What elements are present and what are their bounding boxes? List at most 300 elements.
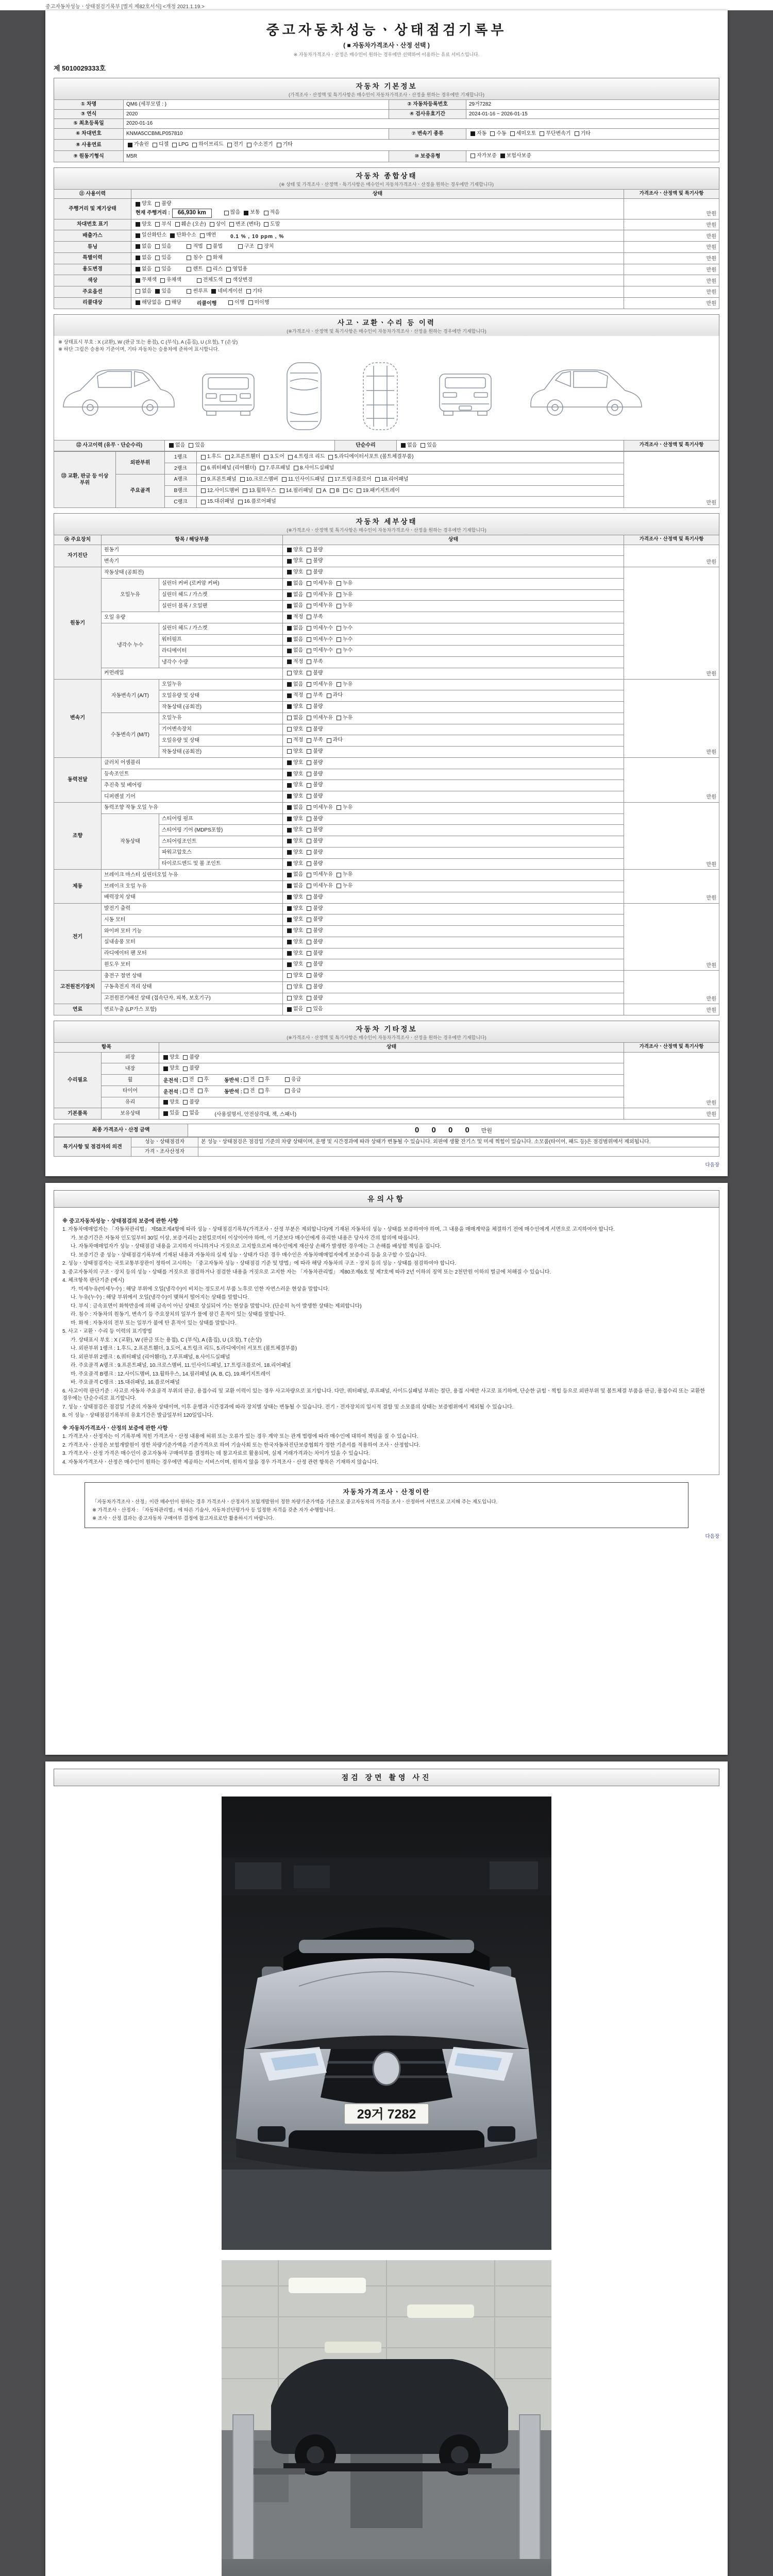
checkbox-label: 네비게이션 [217, 289, 243, 295]
checkbox-box [287, 716, 292, 720]
checkbox-부족[interactable] [307, 658, 323, 666]
state-options [283, 657, 624, 668]
checkbox-label: 미세누유 [313, 804, 333, 810]
checkbox-부족[interactable] [307, 614, 323, 621]
checkbox-label: 6.쿼터패널 (리어휀더) [207, 465, 257, 471]
usage-change-cell [131, 264, 624, 275]
checkbox-있음[interactable] [163, 1110, 179, 1117]
checkbox-LPG[interactable] [172, 141, 189, 148]
checkbox-양호[interactable] [287, 838, 303, 845]
main-frame-label: 주요골격 [116, 474, 165, 507]
checkbox-미세누유[interactable] [307, 715, 333, 722]
checkbox-구조[interactable] [238, 243, 254, 250]
checkbox-없음[interactable] [287, 602, 303, 609]
subgroup-coolant-leak: 냉각수 누수 [102, 623, 159, 668]
car-panel-diagram [54, 354, 693, 437]
checkbox-3.도어[interactable] [264, 453, 284, 461]
checkbox-부식[interactable] [155, 221, 171, 228]
checkbox-양호[interactable] [287, 826, 303, 834]
checkbox-box [240, 477, 245, 482]
checkbox-없음[interactable] [136, 243, 152, 250]
checkbox-미세누유[interactable] [307, 591, 333, 599]
text-line: 나. 자동차매매업자가 성능ㆍ상태점검 내용을 고지하지 아니하거나 거짓으로 고지함으로써 매수인에게 재산상 손해가 발생한 경우에는 그 손해를 배상할 책임을 집니다. [71, 1244, 442, 1250]
checkbox-불량[interactable] [307, 569, 323, 576]
checkbox-양호[interactable] [163, 1065, 179, 1072]
checkbox-불량[interactable] [307, 961, 323, 968]
checkbox-양호[interactable] [287, 726, 303, 733]
checkbox-불량[interactable] [307, 793, 323, 800]
checkbox-전[interactable] [244, 1088, 255, 1095]
checkbox-불량[interactable] [307, 759, 323, 767]
checkbox-양호[interactable] [287, 547, 303, 554]
checkbox-미세누유[interactable] [307, 580, 333, 587]
checkbox-해당없음[interactable] [136, 299, 162, 307]
state-options [283, 881, 624, 892]
text-line: 4. 체크항목 판단기준 (예시) [62, 1278, 124, 1284]
checkbox-box [307, 783, 311, 788]
simple-repair-options [397, 440, 624, 451]
model-year-value: 2020 [124, 109, 389, 119]
checkbox-미세누수[interactable] [307, 636, 333, 643]
inspector-comment: 본 성능ㆍ상태점검은 점검일 기준의 차량 상태이며, 운행 및 시간경과에 따라 상태가 변동될 수 있습니다. 외판에 생활 잔기스 및 미세 찍힘이 있습니다. 소모품(타이어, 패드 등)은 점검범위에서 제외됩니다. [198, 1138, 719, 1147]
checkbox-양호[interactable] [287, 849, 303, 856]
checkbox-누유[interactable] [337, 715, 352, 722]
checkbox-유채색[interactable] [160, 277, 181, 284]
checkbox-양호[interactable] [287, 894, 303, 901]
checkbox-없음[interactable] [287, 636, 303, 643]
checkbox-양호[interactable] [287, 816, 303, 823]
checkbox-없음[interactable] [287, 715, 303, 722]
checkbox-양호[interactable] [287, 927, 303, 935]
checkbox-10.크로스멤버[interactable] [240, 476, 278, 483]
checkbox-양호[interactable] [287, 939, 303, 946]
checkbox-B[interactable] [330, 487, 340, 495]
next-page-link[interactable]: 다음장 [705, 1533, 719, 1539]
reg-no-label: ② 자동차등록번호 [389, 100, 466, 110]
photo-license-plate: 29거 7282 [357, 2107, 416, 2122]
checkbox-미세누수[interactable] [307, 647, 333, 654]
checkbox-변조 (변타)[interactable] [229, 221, 260, 228]
price-cell: 만원 [624, 275, 719, 286]
rankC-label: C랭크 [165, 497, 197, 508]
checkbox-불량[interactable] [307, 950, 323, 957]
checkbox-C[interactable] [343, 487, 353, 495]
item-label: 배력장치 상태 [102, 892, 283, 903]
device-header: ⑭ 주요장치 [54, 535, 102, 545]
checkbox-label: 있음 [195, 442, 205, 448]
checkbox-불량[interactable] [307, 748, 323, 755]
checkbox-후[interactable] [259, 1076, 270, 1083]
checkbox-5.라디에이터서포트 (볼트체결부품)[interactable] [328, 453, 413, 461]
checkbox-없음[interactable] [287, 591, 303, 599]
state-options [283, 747, 624, 758]
section-note: (※가격조사ㆍ산정액 및 특기사항은 매수인이 자동차가격조사ㆍ산정을 원하는 경우에만 기재합니다) [287, 328, 486, 334]
section-accident-header [54, 314, 719, 336]
checkbox-적음[interactable] [264, 209, 280, 216]
state-options [283, 567, 624, 579]
checkbox-없음[interactable] [287, 647, 303, 654]
checkbox-무채색[interactable] [136, 277, 157, 284]
checkbox-누유[interactable] [337, 871, 352, 878]
item-label: 와이퍼 모터 기능 [102, 926, 283, 937]
checkbox-양호[interactable] [287, 995, 303, 1002]
checkbox-디젤[interactable] [153, 141, 169, 148]
checkbox-적정[interactable] [287, 737, 303, 744]
checkbox-9.프론트패널[interactable] [201, 476, 237, 483]
checkbox-과다[interactable] [327, 737, 343, 744]
checkbox-없음[interactable] [287, 804, 303, 811]
checkbox-많음[interactable] [224, 209, 240, 216]
checkbox-6.쿼터패널 (리어휀더)[interactable] [201, 465, 256, 472]
checkbox-불량[interactable] [307, 816, 323, 823]
checkbox-box [287, 906, 292, 911]
checkbox-전[interactable] [183, 1076, 194, 1083]
checkbox-도말[interactable] [264, 221, 280, 228]
checkbox-적정[interactable] [287, 658, 303, 666]
checkbox-없음[interactable] [401, 442, 417, 449]
checkbox-불량[interactable] [307, 972, 323, 979]
checkbox-누유[interactable] [337, 883, 352, 890]
checkbox-훼손 (오손)[interactable] [175, 221, 206, 228]
checkbox-box [287, 1007, 292, 1012]
checkbox-label: 불량 [313, 939, 323, 945]
checkbox-불량[interactable] [307, 547, 323, 554]
checkbox-미세누수[interactable] [307, 625, 333, 632]
checkbox-전기[interactable] [227, 141, 243, 148]
checkbox-불량[interactable] [307, 782, 323, 789]
checkbox-불량[interactable] [307, 939, 323, 946]
checkbox-양호[interactable] [287, 782, 303, 789]
checkbox-침수[interactable] [187, 255, 203, 262]
checkbox-상이[interactable] [210, 221, 226, 228]
opinion-label: 특기사항 및 점검자의 의견 [54, 1138, 131, 1157]
checkbox-있음[interactable] [155, 255, 171, 262]
checkbox-불량[interactable] [307, 670, 323, 677]
checkbox-매연[interactable] [200, 232, 216, 239]
checkbox-14.필러패널[interactable] [280, 487, 313, 495]
car-name-label: ① 차명 [54, 100, 124, 110]
checkbox-양호[interactable] [287, 860, 303, 868]
checkbox-불량[interactable] [307, 860, 323, 868]
checkbox-양호[interactable] [287, 905, 303, 912]
checkbox-양호[interactable] [287, 984, 303, 991]
checkbox-있음[interactable] [421, 442, 436, 449]
item-label: 오일누유 [159, 713, 283, 724]
checkbox-label: 미세누유 [313, 681, 333, 687]
checkbox-영업용[interactable] [226, 266, 247, 273]
checkbox-가솔린[interactable] [128, 141, 149, 148]
checkbox-불량[interactable] [307, 927, 323, 935]
checkbox-후[interactable] [198, 1088, 209, 1095]
checkbox-불량[interactable] [307, 905, 323, 912]
checkbox-label: 훼손 (오손) [181, 221, 206, 227]
checkbox-누유[interactable] [337, 591, 352, 599]
state-options [283, 668, 624, 679]
checkbox-응급[interactable] [285, 1088, 301, 1095]
text-line: 1. 가격조사ㆍ산정자는 이 기록부에 적힌 가격조사ㆍ산정 내용에 허위 또는 오류가 있는 경우 계약 또는 관계 법령에 따라 매수인에 대하여 책임을 질 수 있습니다. [62, 1434, 418, 1440]
checkbox-보험사보증[interactable] [500, 152, 531, 160]
checkbox-세미오토[interactable] [510, 130, 536, 138]
checkbox-없음[interactable] [287, 1006, 303, 1013]
checkbox-양호[interactable] [287, 670, 303, 677]
checkbox-box [287, 985, 292, 989]
checkbox-화재[interactable] [207, 255, 223, 262]
checkbox-box [287, 637, 292, 642]
accident-history-options [165, 440, 335, 451]
photo-section-title: 점검 장면 촬영 사진 [54, 1769, 719, 1786]
checkbox-label: 양호 [293, 950, 304, 956]
checkbox-불법[interactable] [207, 243, 223, 250]
checkbox-무단변속기[interactable] [540, 130, 570, 138]
checkbox-없음[interactable] [136, 255, 152, 262]
checkbox-있음[interactable] [155, 243, 171, 250]
checkbox-적정[interactable] [287, 614, 303, 621]
price-cell: 만원 [624, 297, 719, 309]
checkbox-미이행[interactable] [248, 299, 270, 307]
checkbox-불량[interactable] [183, 1054, 199, 1061]
checkbox-label: 불량 [313, 771, 323, 777]
reg-no-value: 29거7282 [466, 100, 719, 110]
checkbox-A[interactable] [316, 487, 326, 495]
checkbox-양호[interactable] [136, 200, 152, 208]
checkbox-양호[interactable] [287, 557, 303, 565]
checkbox-양호[interactable] [287, 771, 303, 778]
item-label: 윈도우 모터 [102, 959, 283, 971]
checkbox-미세누유[interactable] [307, 804, 333, 811]
checkbox-16.플로어패널[interactable] [238, 498, 276, 505]
checkbox-box [287, 940, 292, 944]
checkbox-썬루프[interactable] [187, 288, 208, 295]
checkbox-불량[interactable] [183, 1065, 199, 1072]
checkbox-없음[interactable] [287, 883, 303, 890]
checkbox-기타[interactable] [246, 288, 262, 295]
checkbox-label: 색상변경 [232, 277, 253, 283]
checkbox-불량[interactable] [307, 838, 323, 845]
checkbox-있음[interactable] [155, 266, 171, 273]
checkbox-누유[interactable] [337, 681, 352, 688]
checkbox-부족[interactable] [307, 737, 323, 744]
item-label: 오일유량 및 상태 [159, 690, 283, 702]
checkbox-누유[interactable] [337, 804, 352, 811]
checkbox-양호[interactable] [163, 1099, 179, 1106]
checkbox-미세누유[interactable] [307, 681, 333, 688]
text-line: 다. 보증기간 중 성능ㆍ상태점검기록부에 기재된 내용과 자동차의 실제 성능ㆍ상태가 다른 경우 매수인은 자동차매매업자에게 보증수리 등을 요구할 수 있습니다. [71, 1252, 427, 1258]
checkbox-미세누유[interactable] [307, 602, 333, 609]
price-cell: 만원 [624, 1052, 719, 1108]
checkbox-box [155, 256, 160, 260]
checkbox-label: 14.필러패널 [285, 487, 313, 494]
checkbox-19.패키지트레이[interactable] [357, 487, 400, 495]
checkbox-전[interactable] [183, 1088, 194, 1095]
checkbox-box [307, 940, 311, 944]
checkbox-양호[interactable] [136, 221, 152, 228]
checkbox-box [307, 659, 311, 664]
checkbox-label: 누수 [342, 636, 353, 642]
checkbox-응급[interactable] [285, 1076, 301, 1083]
checkbox-양호[interactable] [287, 569, 303, 576]
checkbox-기타[interactable] [575, 130, 591, 138]
checkbox-없음[interactable] [287, 625, 303, 632]
checkbox-불량[interactable] [307, 995, 323, 1002]
checkbox-불량[interactable] [307, 703, 323, 710]
checkbox-없음[interactable] [136, 288, 152, 295]
checkbox-없음[interactable] [136, 266, 152, 273]
checkbox-색상변경[interactable] [226, 277, 253, 284]
checkbox-label: 양호 [293, 827, 304, 833]
page-main-form [45, 10, 728, 1176]
checkbox-없음[interactable] [169, 442, 185, 449]
checkbox-누유[interactable] [337, 602, 352, 609]
checkbox-없음[interactable] [183, 1110, 199, 1117]
checkbox-label: 있음 [313, 1006, 323, 1012]
checkbox-후[interactable] [259, 1088, 270, 1095]
checkbox-기타[interactable] [277, 141, 293, 148]
misc-info-table [54, 1042, 719, 1120]
checkbox-label: 누유 [342, 804, 353, 810]
state-options [283, 735, 624, 747]
checkbox-리스[interactable] [207, 266, 223, 273]
checkbox-1.후드[interactable] [201, 453, 222, 461]
checkbox-누유[interactable] [337, 580, 352, 587]
checkbox-적정[interactable] [287, 692, 303, 699]
checkbox-불량[interactable] [307, 849, 323, 856]
checkbox-장치[interactable] [258, 243, 274, 250]
checkbox-전체도색[interactable] [197, 277, 223, 284]
checkbox-양호[interactable] [287, 759, 303, 767]
tuning-cell [131, 242, 624, 253]
checkbox-label: 불량 [313, 973, 323, 979]
checkbox-불량[interactable] [307, 771, 323, 778]
checkbox-양호[interactable] [287, 748, 303, 755]
checkbox-불량[interactable] [307, 826, 323, 834]
checkbox-있음[interactable] [155, 288, 171, 295]
checkbox-8.사이드실패널[interactable] [294, 465, 334, 472]
checkbox-없음[interactable] [287, 871, 303, 878]
checkbox-보통[interactable] [244, 209, 260, 216]
checkbox-box [337, 637, 341, 642]
checkbox-양호[interactable] [287, 916, 303, 923]
checkbox-불량[interactable] [155, 200, 171, 208]
checkbox-적법[interactable] [187, 243, 203, 250]
text-line: 7. 성능ㆍ상태점검은 점검일 기준의 자동차 상태이며, 이후 운행과 시간경과에 따라 장치별 상태는 변동될 수 있습니다. 전기ㆍ전자장치의 일시적 결함 및 소모품의 상태는 보증범위에서 제외될 수 있습니다. [62, 1404, 514, 1410]
checkbox-label: 불량 [313, 547, 323, 553]
checkbox-이행[interactable] [228, 299, 244, 307]
checkbox-양호[interactable] [287, 703, 303, 710]
next-page-link[interactable]: 다음장 [705, 1162, 719, 1168]
checkbox-18.리어패널[interactable] [375, 476, 409, 483]
checkbox-불량[interactable] [307, 557, 323, 565]
photo-front-view [222, 1797, 551, 2250]
inspection-period-label: ④ 검사유효기간 [389, 109, 466, 119]
mileage-state-line [136, 200, 621, 209]
checkbox-없음[interactable] [287, 681, 303, 688]
checkbox-7.루프패널[interactable] [260, 465, 290, 472]
checkbox-양호[interactable] [287, 961, 303, 968]
checkbox-12.사이드멤버[interactable] [201, 487, 239, 495]
wheel-cell [159, 1075, 624, 1086]
checkbox-15.대쉬패널[interactable] [201, 498, 234, 505]
checkbox-불량[interactable] [307, 894, 323, 901]
checkbox-label: 수소전기 [253, 142, 273, 148]
checkbox-부족[interactable] [307, 692, 323, 699]
price-cell: 만원 [624, 230, 719, 242]
checkbox-일산화탄소[interactable] [136, 232, 166, 239]
checkbox-box [183, 1077, 188, 1082]
checkbox-수동[interactable] [490, 130, 506, 138]
checkbox-4.트렁크 리드[interactable] [288, 453, 325, 461]
engine-type-value: M5R [124, 151, 389, 162]
checkbox-box [307, 738, 311, 743]
text-line: 2. 성능ㆍ상태점검자는 국토교통부장관이 정하여 고시하는 「중고자동차 성능ㆍ상태점검 기준 및 방법」에 따라 해당 자동차의 구조ㆍ장치 등의 성능ㆍ상태를 점검하여야 합니다. [62, 1261, 457, 1267]
rank2-label: 2랭크 [165, 463, 197, 474]
checkbox-label: 누수 [342, 648, 353, 654]
checkbox-2.프론트휀더[interactable] [225, 453, 261, 461]
price-cell: 만원 [624, 199, 719, 219]
checkbox-11.인사이드패널[interactable] [282, 476, 325, 483]
checkbox-미세누유[interactable] [307, 883, 333, 890]
item-label: 워터펌프 [159, 634, 283, 646]
checkbox-양호[interactable] [287, 793, 303, 800]
checkbox-수소전기[interactable] [247, 141, 273, 148]
checkbox-불량[interactable] [307, 916, 323, 923]
checkbox-label: 해당없음 [142, 299, 162, 306]
checkbox-label: 양호 [293, 547, 304, 553]
checkbox-13.휠하우스[interactable] [243, 487, 276, 495]
checkbox-미세누유[interactable] [307, 871, 333, 878]
checkbox-과다[interactable] [327, 692, 343, 699]
price-cell: 만원 [624, 757, 719, 802]
checkbox-누수[interactable] [337, 647, 352, 654]
checkbox-불량[interactable] [183, 1099, 199, 1106]
checkbox-label: 응급 [291, 1077, 301, 1083]
checkbox-불량[interactable] [307, 726, 323, 733]
text-line: 「자동차가격조사ㆍ산정」이란 매수인이 원하는 경우 가격조사ㆍ산정자가 보험개발원이 정한 차량기준가액을 기준으로 중고자동차의 가격을 조사ㆍ산정하여 서면으로 고지해 주는 제도입니다. [92, 1499, 498, 1505]
fuel-label: ⑧ 사용연료 [54, 140, 124, 151]
checkbox-양호[interactable] [163, 1054, 179, 1061]
checkbox-box [287, 671, 292, 675]
item-label: 디퍼렌셜 기어 [102, 791, 283, 803]
checkbox-불량[interactable] [307, 984, 323, 991]
price-cell: 만원 [624, 903, 719, 971]
checkbox-box [287, 828, 292, 833]
item-label: 연료누출 (LP가스 포함) [102, 1004, 283, 1015]
state-options [283, 836, 624, 848]
checkbox-없음[interactable] [287, 580, 303, 587]
checkbox-자가보증[interactable] [470, 152, 497, 160]
checkbox-box [307, 805, 311, 810]
checkbox-있음[interactable] [307, 1006, 323, 1013]
checkbox-양호[interactable] [287, 972, 303, 979]
checkbox-자동[interactable] [470, 130, 486, 138]
checkbox-17.트렁크플로어[interactable] [328, 476, 372, 483]
checkbox-후[interactable] [198, 1076, 209, 1083]
checkbox-해당[interactable] [165, 299, 181, 307]
checkbox-누수[interactable] [337, 625, 352, 632]
checkbox-하이브리드[interactable] [192, 141, 223, 148]
wheel-emergency-option [285, 1078, 305, 1083]
checkbox-box [225, 455, 230, 460]
checkbox-전[interactable] [244, 1076, 255, 1083]
checkbox-label: 탄화수소 [176, 232, 196, 239]
checkbox-네비게이션[interactable] [211, 288, 242, 295]
state-code-legend [54, 336, 719, 352]
checkbox-누수[interactable] [337, 636, 352, 643]
checkbox-탄화수소[interactable] [170, 232, 196, 239]
checkbox-있음[interactable] [189, 442, 205, 449]
checkbox-렌트[interactable] [187, 266, 203, 273]
checkbox-양호[interactable] [287, 950, 303, 957]
state-options [283, 545, 624, 556]
